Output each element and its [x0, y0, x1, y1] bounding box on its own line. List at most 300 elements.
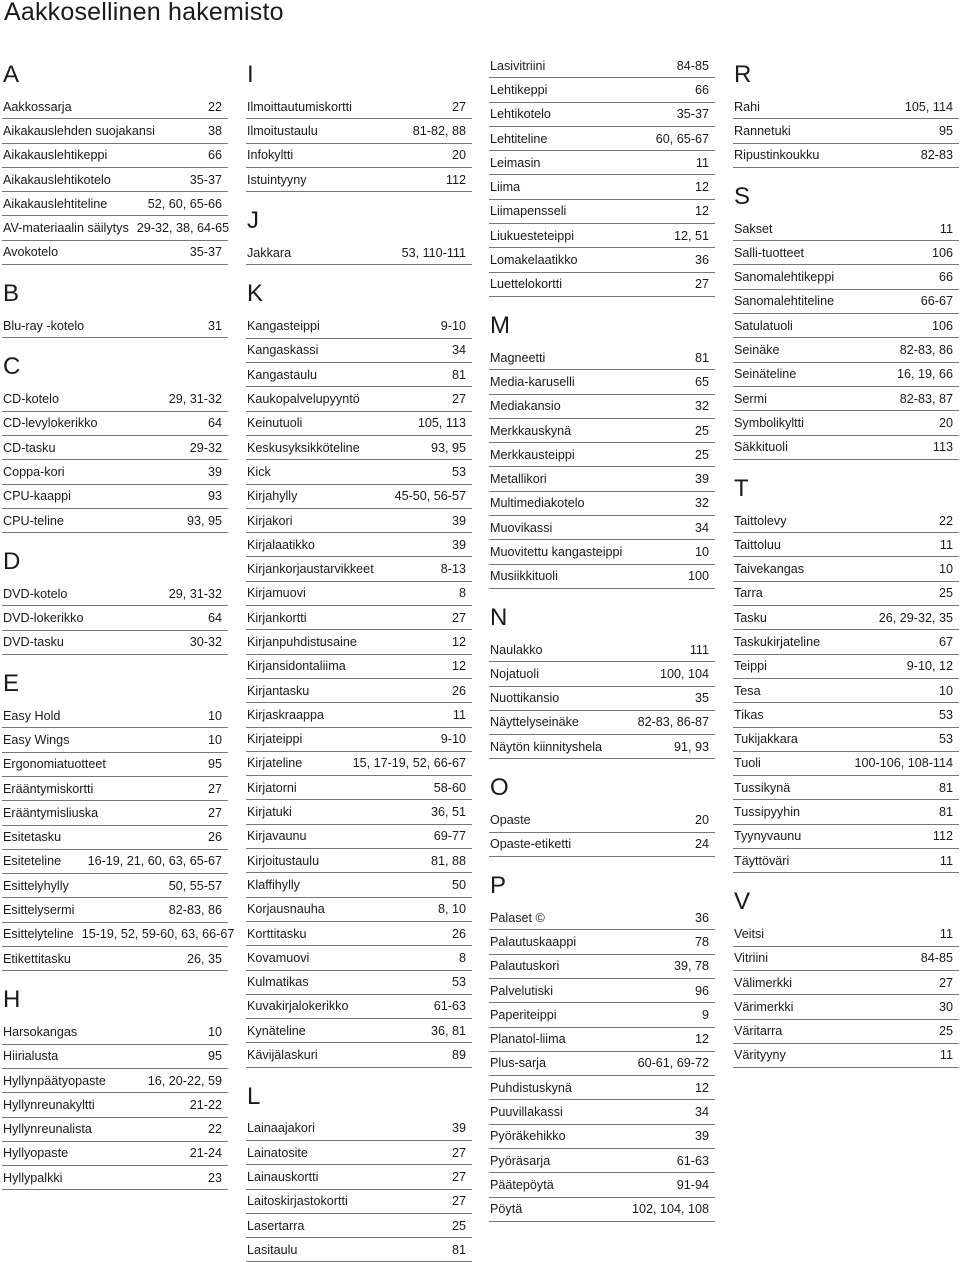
index-entry [2, 387, 228, 411]
index-entry [2, 753, 228, 777]
index-entry [246, 582, 472, 606]
entry-pages: 102, 104, 108 [631, 1202, 709, 1217]
entry-pages: 11 [939, 537, 953, 552]
index-entry [733, 800, 959, 824]
entry-pages: 31 [207, 318, 222, 333]
entry-pages: 64 [207, 611, 222, 626]
section-letter: A [3, 61, 20, 88]
entry-pages: 11 [939, 853, 953, 868]
entry-term: Esittelyteline [3, 927, 74, 942]
entry-pages: 66-67 [920, 294, 953, 309]
index-entry [489, 1173, 715, 1197]
index-entry [733, 703, 959, 727]
entry-term: Sanomalehtiteline [734, 294, 835, 309]
entry-term: Kirjateline [247, 756, 303, 771]
entry-term: Palaset © [490, 910, 545, 925]
entry-pages: 36, 81 [430, 1023, 466, 1038]
entry-pages: 64 [207, 416, 222, 431]
entry-pages: 84-85 [676, 58, 709, 73]
index-entry [733, 582, 959, 606]
index-entry [246, 971, 472, 995]
index-entry [246, 1238, 472, 1262]
entry-term: Sakset [734, 221, 773, 236]
entry-pages: 25 [694, 423, 709, 438]
index-entry [733, 776, 959, 800]
entry-term: Rannetuki [734, 123, 791, 138]
entry-term: Kirjoitustaulu [247, 853, 320, 868]
index-entry [246, 1117, 472, 1141]
entry-pages: 66 [207, 148, 222, 163]
index-entry [246, 898, 472, 922]
entry-pages: 35 [694, 691, 709, 706]
entry-pages: 82-83, 86-87 [637, 715, 709, 730]
index-column-1 [2, 54, 235, 1190]
index-entry [489, 370, 715, 394]
index-entry [489, 1198, 715, 1222]
index-column-3 [489, 54, 715, 1222]
entry-term: Palautuskaappi [490, 934, 577, 949]
entry-pages: 27 [451, 392, 466, 407]
entry-pages: 22 [207, 1122, 222, 1137]
entry-term: Kirjateippi [247, 732, 303, 747]
index-entry [2, 1069, 228, 1093]
index-entry [246, 1190, 472, 1214]
entry-pages: 100 [687, 569, 709, 584]
entry-term: Symbolikyltti [734, 415, 804, 430]
entry-term: Esiteteline [3, 854, 62, 869]
index-entry [733, 630, 959, 654]
index-entry [489, 175, 715, 199]
entry-pages: 12 [694, 1032, 709, 1047]
index-entry [2, 119, 228, 143]
entry-pages: 29-32, 38, 64-65 [136, 221, 230, 236]
entry-term: CD-tasku [3, 440, 56, 455]
entry-pages: 50, 55-57 [168, 878, 222, 893]
entry-term: Ilmoittautumiskortti [247, 99, 352, 114]
entry-pages: 25 [938, 586, 953, 601]
entry-pages: 11 [695, 155, 709, 170]
entry-pages: 34 [694, 520, 709, 535]
index-entry [246, 1214, 472, 1238]
section-letter: J [247, 207, 259, 235]
entry-term: Korjausnauha [247, 902, 325, 917]
entry-pages: 26 [451, 926, 466, 941]
entry-term: Säkkituoli [734, 440, 788, 455]
entry-term: Esittelyhylly [3, 878, 69, 893]
index-entry [2, 192, 228, 216]
entry-term: CD-kotelo [3, 392, 59, 407]
section-letter: T [734, 474, 749, 502]
entry-pages: 20 [694, 813, 709, 828]
index-column-4 [733, 54, 959, 1068]
entry-term: Lainauskortti [247, 1169, 319, 1184]
entry-pages: 100-106, 108-114 [854, 756, 953, 771]
entry-pages: 12 [694, 180, 709, 195]
index-entry [733, 752, 959, 776]
index-entry [246, 995, 472, 1019]
index-entry [489, 955, 715, 979]
entry-pages: 91-94 [676, 1177, 709, 1192]
entry-term: Hiirialusta [3, 1049, 59, 1064]
entry-term: Tarra [734, 586, 763, 601]
entry-pages: 12 [694, 204, 709, 219]
entry-pages: 113 [932, 440, 953, 455]
entry-pages: 8-13 [440, 562, 466, 577]
index-entry [246, 485, 472, 509]
index-entry [489, 127, 715, 151]
entry-pages: 22 [938, 513, 953, 528]
index-entry [489, 662, 715, 686]
index-entry [246, 825, 472, 849]
entry-pages: 60, 65-67 [655, 131, 709, 146]
entry-pages: 36, 51 [430, 805, 466, 820]
entry-pages: 21-24 [189, 1146, 222, 1161]
entry-term: Kirjavaunu [247, 829, 307, 844]
entry-pages: 11 [939, 1048, 953, 1063]
entry-term: Harsokangas [3, 1024, 78, 1039]
index-entry [733, 971, 959, 995]
index-entry [246, 1019, 472, 1043]
entry-pages: 27 [207, 805, 222, 820]
index-entry [489, 200, 715, 224]
entry-term: Teippi [734, 659, 767, 674]
entry-pages: 26 [451, 683, 466, 698]
entry-pages: 11 [452, 707, 466, 722]
entry-term: Mediakansio [490, 399, 561, 414]
index-entry [489, 443, 715, 467]
entry-term: Esitetasku [3, 830, 62, 845]
entry-term: Merkkauskynä [490, 423, 572, 438]
index-entry [2, 826, 228, 850]
index-entry [489, 638, 715, 662]
entry-pages: 53 [938, 707, 953, 722]
entry-term: Media-karuselli [490, 374, 575, 389]
index-entry [2, 1166, 228, 1190]
index-entry [2, 168, 228, 192]
section-letter: C [3, 353, 21, 381]
index-entry [246, 1043, 472, 1067]
index-entry [2, 728, 228, 752]
entry-pages: 53 [938, 732, 953, 747]
entry-term: Musiikkituoli [490, 569, 558, 584]
index-entry [2, 314, 228, 338]
entry-term: Kirjankorjaustarvikkeet [247, 562, 374, 577]
entry-term: Palautuskori [490, 959, 560, 974]
entry-pages: 95 [938, 123, 953, 138]
entry-pages: 61-63 [433, 999, 466, 1014]
entry-pages: 36 [694, 253, 709, 268]
entry-pages: 93 [207, 489, 222, 504]
entry-pages: 39 [451, 537, 466, 552]
entry-term: Tikas [734, 707, 764, 722]
entry-pages: 16, 20-22, 59 [147, 1073, 222, 1088]
index-entry [733, 509, 959, 533]
entry-term: Kangaskassi [247, 343, 319, 358]
entry-pages: 26, 29-32, 35 [878, 610, 953, 625]
index-entry [246, 630, 472, 654]
index-entry [489, 979, 715, 1003]
entry-term: DVD-lokerikko [3, 611, 84, 626]
index-entry [246, 509, 472, 533]
entry-pages: 39 [694, 1129, 709, 1144]
entry-pages: 32 [694, 399, 709, 414]
entry-pages: 81 [938, 805, 953, 820]
entry-term: Lehtiteline [490, 131, 548, 146]
index-entry [489, 906, 715, 930]
index-entry [733, 533, 959, 557]
entry-pages: 82-83, 86 [899, 343, 953, 358]
entry-term: CPU-kaappi [3, 489, 71, 504]
entry-pages: 91, 93 [673, 739, 709, 754]
entry-term: Hyllypalkki [3, 1170, 63, 1185]
entry-pages: 34 [451, 343, 466, 358]
index-entry [2, 95, 228, 119]
entry-term: Laitoskirjastokortti [247, 1194, 348, 1209]
entry-term: Infokyltti [247, 148, 294, 163]
entry-pages: 106 [931, 318, 953, 333]
entry-pages: 29, 31-32 [168, 586, 222, 601]
entry-term: AV-materiaalin säilytys [3, 221, 129, 236]
entry-term: Seinäke [734, 343, 780, 358]
entry-term: Klaffihylly [247, 877, 300, 892]
index-entry [2, 436, 228, 460]
entry-term: Taittoluu [734, 537, 781, 552]
entry-term: Seinäteline [734, 367, 797, 382]
entry-term: Kick [247, 464, 271, 479]
entry-term: Tuoli [734, 756, 761, 771]
entry-term: Tussikynä [734, 780, 791, 795]
index-entry [733, 338, 959, 362]
entry-term: Kangasteippi [247, 319, 320, 334]
index-entry [246, 873, 472, 897]
entry-pages: 105, 114 [904, 99, 953, 114]
entry-pages: 96 [694, 983, 709, 998]
entry-term: Keinutuoli [247, 416, 303, 431]
entry-term: Salli-tuotteet [734, 245, 805, 260]
index-entry [489, 711, 715, 735]
index-entry [2, 485, 228, 509]
entry-pages: 10 [694, 544, 709, 559]
entry-term: Lehtikeppi [490, 82, 548, 97]
entry-term: Liukuesteteippi [490, 228, 575, 243]
page-title: Aakkosellinen hakemisto [4, 0, 284, 26]
entry-pages: 38 [207, 123, 222, 138]
entry-term: Nuottikansio [490, 691, 560, 706]
entry-term: Aikakauslehtiteline [3, 196, 108, 211]
entry-pages: 106 [931, 245, 953, 260]
index-entry [2, 801, 228, 825]
entry-term: Veitsi [734, 926, 765, 941]
index-entry [489, 467, 715, 491]
entry-pages: 100, 104 [659, 666, 709, 681]
entry-pages: 12, 51 [673, 228, 709, 243]
index-entry [246, 557, 472, 581]
entry-pages: 26 [207, 830, 222, 845]
index-entry [733, 825, 959, 849]
entry-pages: 81 [451, 367, 466, 382]
entry-term: Lainatosite [247, 1145, 308, 1160]
index-entry [733, 606, 959, 630]
index-entry [733, 679, 959, 703]
index-entry [733, 1020, 959, 1044]
entry-pages: 34 [694, 1105, 709, 1120]
entry-pages: 82-83, 87 [899, 391, 953, 406]
entry-pages: 27 [694, 277, 709, 292]
section-letter: N [490, 603, 508, 631]
entry-term: Väritarra [734, 1024, 783, 1039]
entry-pages: 45-50, 56-57 [394, 489, 466, 504]
entry-term: Kirjatorni [247, 780, 297, 795]
entry-term: Pyöräkehikko [490, 1129, 566, 1144]
entry-pages: 11 [939, 926, 953, 941]
entry-term: Naulakko [490, 642, 543, 657]
entry-term: Täyttöväri [734, 853, 790, 868]
index-entry [2, 874, 228, 898]
entry-term: Kävijälaskuri [247, 1048, 318, 1063]
entry-term: Kulmatikas [247, 975, 309, 990]
entry-pages: 16-19, 21, 60, 63, 65-67 [87, 854, 222, 869]
index-column-2 [246, 54, 472, 1262]
index-entry [489, 540, 715, 564]
entry-term: Ilmoitustaulu [247, 123, 318, 138]
entry-pages: 35-37 [676, 107, 709, 122]
index-entry [733, 947, 959, 971]
index-entry [2, 216, 228, 240]
entry-term: Taivekangas [734, 562, 805, 577]
index-entry [2, 923, 235, 947]
index-entry [246, 728, 472, 752]
entry-pages: 24 [694, 837, 709, 852]
entry-pages: 9-10 [440, 732, 466, 747]
entry-pages: 30 [938, 999, 953, 1014]
section-letter: B [3, 280, 20, 308]
index-entry [246, 339, 472, 363]
entry-term: Kirjatuki [247, 805, 292, 820]
index-entry [733, 217, 959, 241]
index-entry [2, 777, 228, 801]
entry-term: Liima [490, 180, 521, 195]
index-entry [2, 460, 228, 484]
section-letter: R [734, 61, 752, 88]
entry-pages: 27 [451, 1194, 466, 1209]
index-entry [489, 419, 715, 443]
entry-pages: 61-63 [676, 1153, 709, 1168]
entry-term: Istuintyyny [247, 172, 307, 187]
entry-term: Värimerkki [734, 999, 794, 1014]
entry-term: Muovitettu kangasteippi [490, 544, 623, 559]
index-entry [2, 241, 228, 265]
entry-term: Plus-sarja [490, 1056, 546, 1071]
entry-term: Erääntymisliuska [3, 805, 99, 820]
index-entry [2, 704, 228, 728]
index-entry [2, 898, 228, 922]
entry-term: Easy Hold [3, 708, 61, 723]
index-entry [489, 930, 715, 954]
entry-term: Päätepöytä [490, 1177, 554, 1192]
entry-term: Opaste [490, 813, 531, 828]
index-entry [246, 119, 472, 143]
entry-term: Tesa [734, 683, 761, 698]
entry-pages: 105, 113 [417, 416, 466, 431]
index-entry [489, 346, 715, 370]
entry-pages: 81, 88 [430, 853, 466, 868]
entry-term: Palvelutiski [490, 983, 553, 998]
index-entry [246, 776, 472, 800]
entry-pages: 112 [932, 829, 953, 844]
entry-pages: 53, 110-111 [401, 245, 466, 260]
entry-pages: 81 [938, 780, 953, 795]
index-entry [246, 922, 472, 946]
entry-term: CPU-teline [3, 513, 64, 528]
entry-pages: 35-37 [189, 172, 222, 187]
entry-term: Taskukirjateline [734, 634, 821, 649]
entry-pages: 26, 35 [186, 951, 222, 966]
entry-pages: 27 [938, 975, 953, 990]
entry-pages: 53 [451, 975, 466, 990]
index-entry [246, 363, 472, 387]
entry-pages: 27 [207, 781, 222, 796]
entry-pages: 12 [451, 634, 466, 649]
entry-pages: 29-32 [189, 440, 222, 455]
entry-pages: 81 [451, 1242, 466, 1257]
index-entry [246, 460, 472, 484]
entry-pages: 39 [451, 1121, 466, 1136]
entry-pages: 25 [938, 1024, 953, 1039]
entry-pages: 81-82, 88 [412, 123, 466, 138]
entry-pages: 9 [701, 1007, 709, 1022]
entry-term: Hyllynreunalista [3, 1122, 92, 1137]
index-entry [246, 679, 472, 703]
entry-term: Leimasin [490, 155, 541, 170]
index-entry [2, 1093, 228, 1117]
index-entry [489, 833, 715, 857]
index-entry [2, 1142, 228, 1166]
entry-term: Esittelysermi [3, 903, 75, 918]
entry-term: Keskusyksikköteline [247, 440, 360, 455]
entry-pages: 53 [451, 464, 466, 479]
index-entry [733, 95, 959, 119]
entry-term: Pöytä [490, 1202, 523, 1217]
index-entry [733, 728, 959, 752]
entry-pages: 66 [694, 82, 709, 97]
section-letter: H [3, 986, 21, 1014]
section-letter: O [490, 774, 509, 802]
entry-term: Kaukopalvelupyyntö [247, 392, 360, 407]
index-entry [489, 273, 715, 297]
entry-term: Pyöräsarja [490, 1153, 551, 1168]
entry-term: Aakkossarja [3, 99, 72, 114]
index-entry [489, 1149, 715, 1173]
index-entry [2, 1045, 228, 1069]
entry-term: Tussipyyhin [734, 805, 801, 820]
entry-term: Etikettitasku [3, 951, 71, 966]
entry-pages: 10 [938, 562, 953, 577]
entry-pages: 95 [207, 1049, 222, 1064]
entry-pages: 82-83, 86 [168, 903, 222, 918]
section-letter: K [247, 280, 264, 308]
index-entry [733, 557, 959, 581]
entry-term: Tyynyvaunu [734, 829, 802, 844]
entry-term: Lehtikotelo [490, 107, 551, 122]
entry-pages: 50 [451, 877, 466, 892]
entry-pages: 20 [451, 148, 466, 163]
entry-term: Kirjahylly [247, 489, 298, 504]
entry-pages: 36 [694, 910, 709, 925]
entry-pages: 111 [689, 642, 709, 657]
index-entry [489, 1052, 715, 1076]
index-entry [246, 533, 472, 557]
entry-pages: 10 [938, 683, 953, 698]
